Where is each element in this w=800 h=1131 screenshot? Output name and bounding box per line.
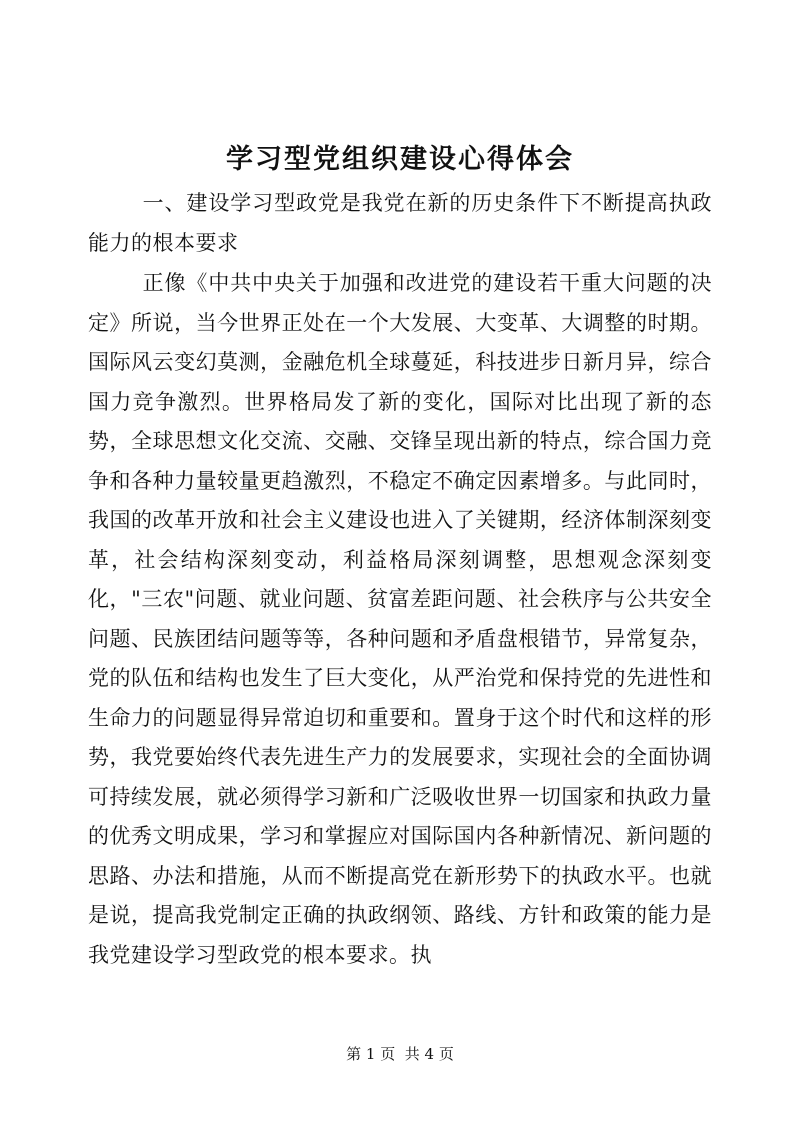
page-number-label: 第 1 页 共 4 页 — [346, 1045, 454, 1063]
page-footer — [0, 1044, 800, 1064]
document-title: 学习型党组织建设心得体会 — [226, 144, 574, 175]
body-paragraph: 正像《中共中央关于加强和改进党的建设若干重大问题的决定》所说，当今世界正处在一个大发展、大变革、大调整的时期。国际风云变幻莫测，金融危机全球蔓延，科技进步日新月异，综合国力竞争激烈。世界格局发了新的变化，国际对比出现了新的态势，全球思想文化交流、交融、交锋呈现出新的特点，综合国力竞争和各种力量较量更趋激烈，不稳定不确定因素增多。与此同时，我国的改革开放和社会主义建设也进入了关键期，经济体制深刻变革，社会结构深刻变动，利益格局深刻调整，思想观念深刻变化，"三农"问题、就业问题、贫富差距问题、社会秩序与公共安全问题、民族团结问题等等，各种问题和矛盾盘根错节，异常复杂，党的队伍和结构也发生了巨大变化，从严治党和保持党的先进性和生命力的问题显得异常迫切和重要和。置身于这个时代和这样的形势，我党要始终代表先进生产力的发展要求，实现社会的全面协调可持续发展，就必须得学习新和广泛吸收世界一切国家和执政力量的优秀文明成果，学习和掌握应对国际国内各种新情况、新问题的思路、办法和措施，从而不断提高党在新形势下的执政水平。也就是说，提高我党制定正确的执政纲领、路线、方针和政策的能力是我党建设学习型政党的根本要求。执 — [88, 271, 712, 967]
section-heading: 一、建设学习型政党是我党在新的历史条件下不断提高执政能力的根本要求 — [88, 191, 712, 255]
